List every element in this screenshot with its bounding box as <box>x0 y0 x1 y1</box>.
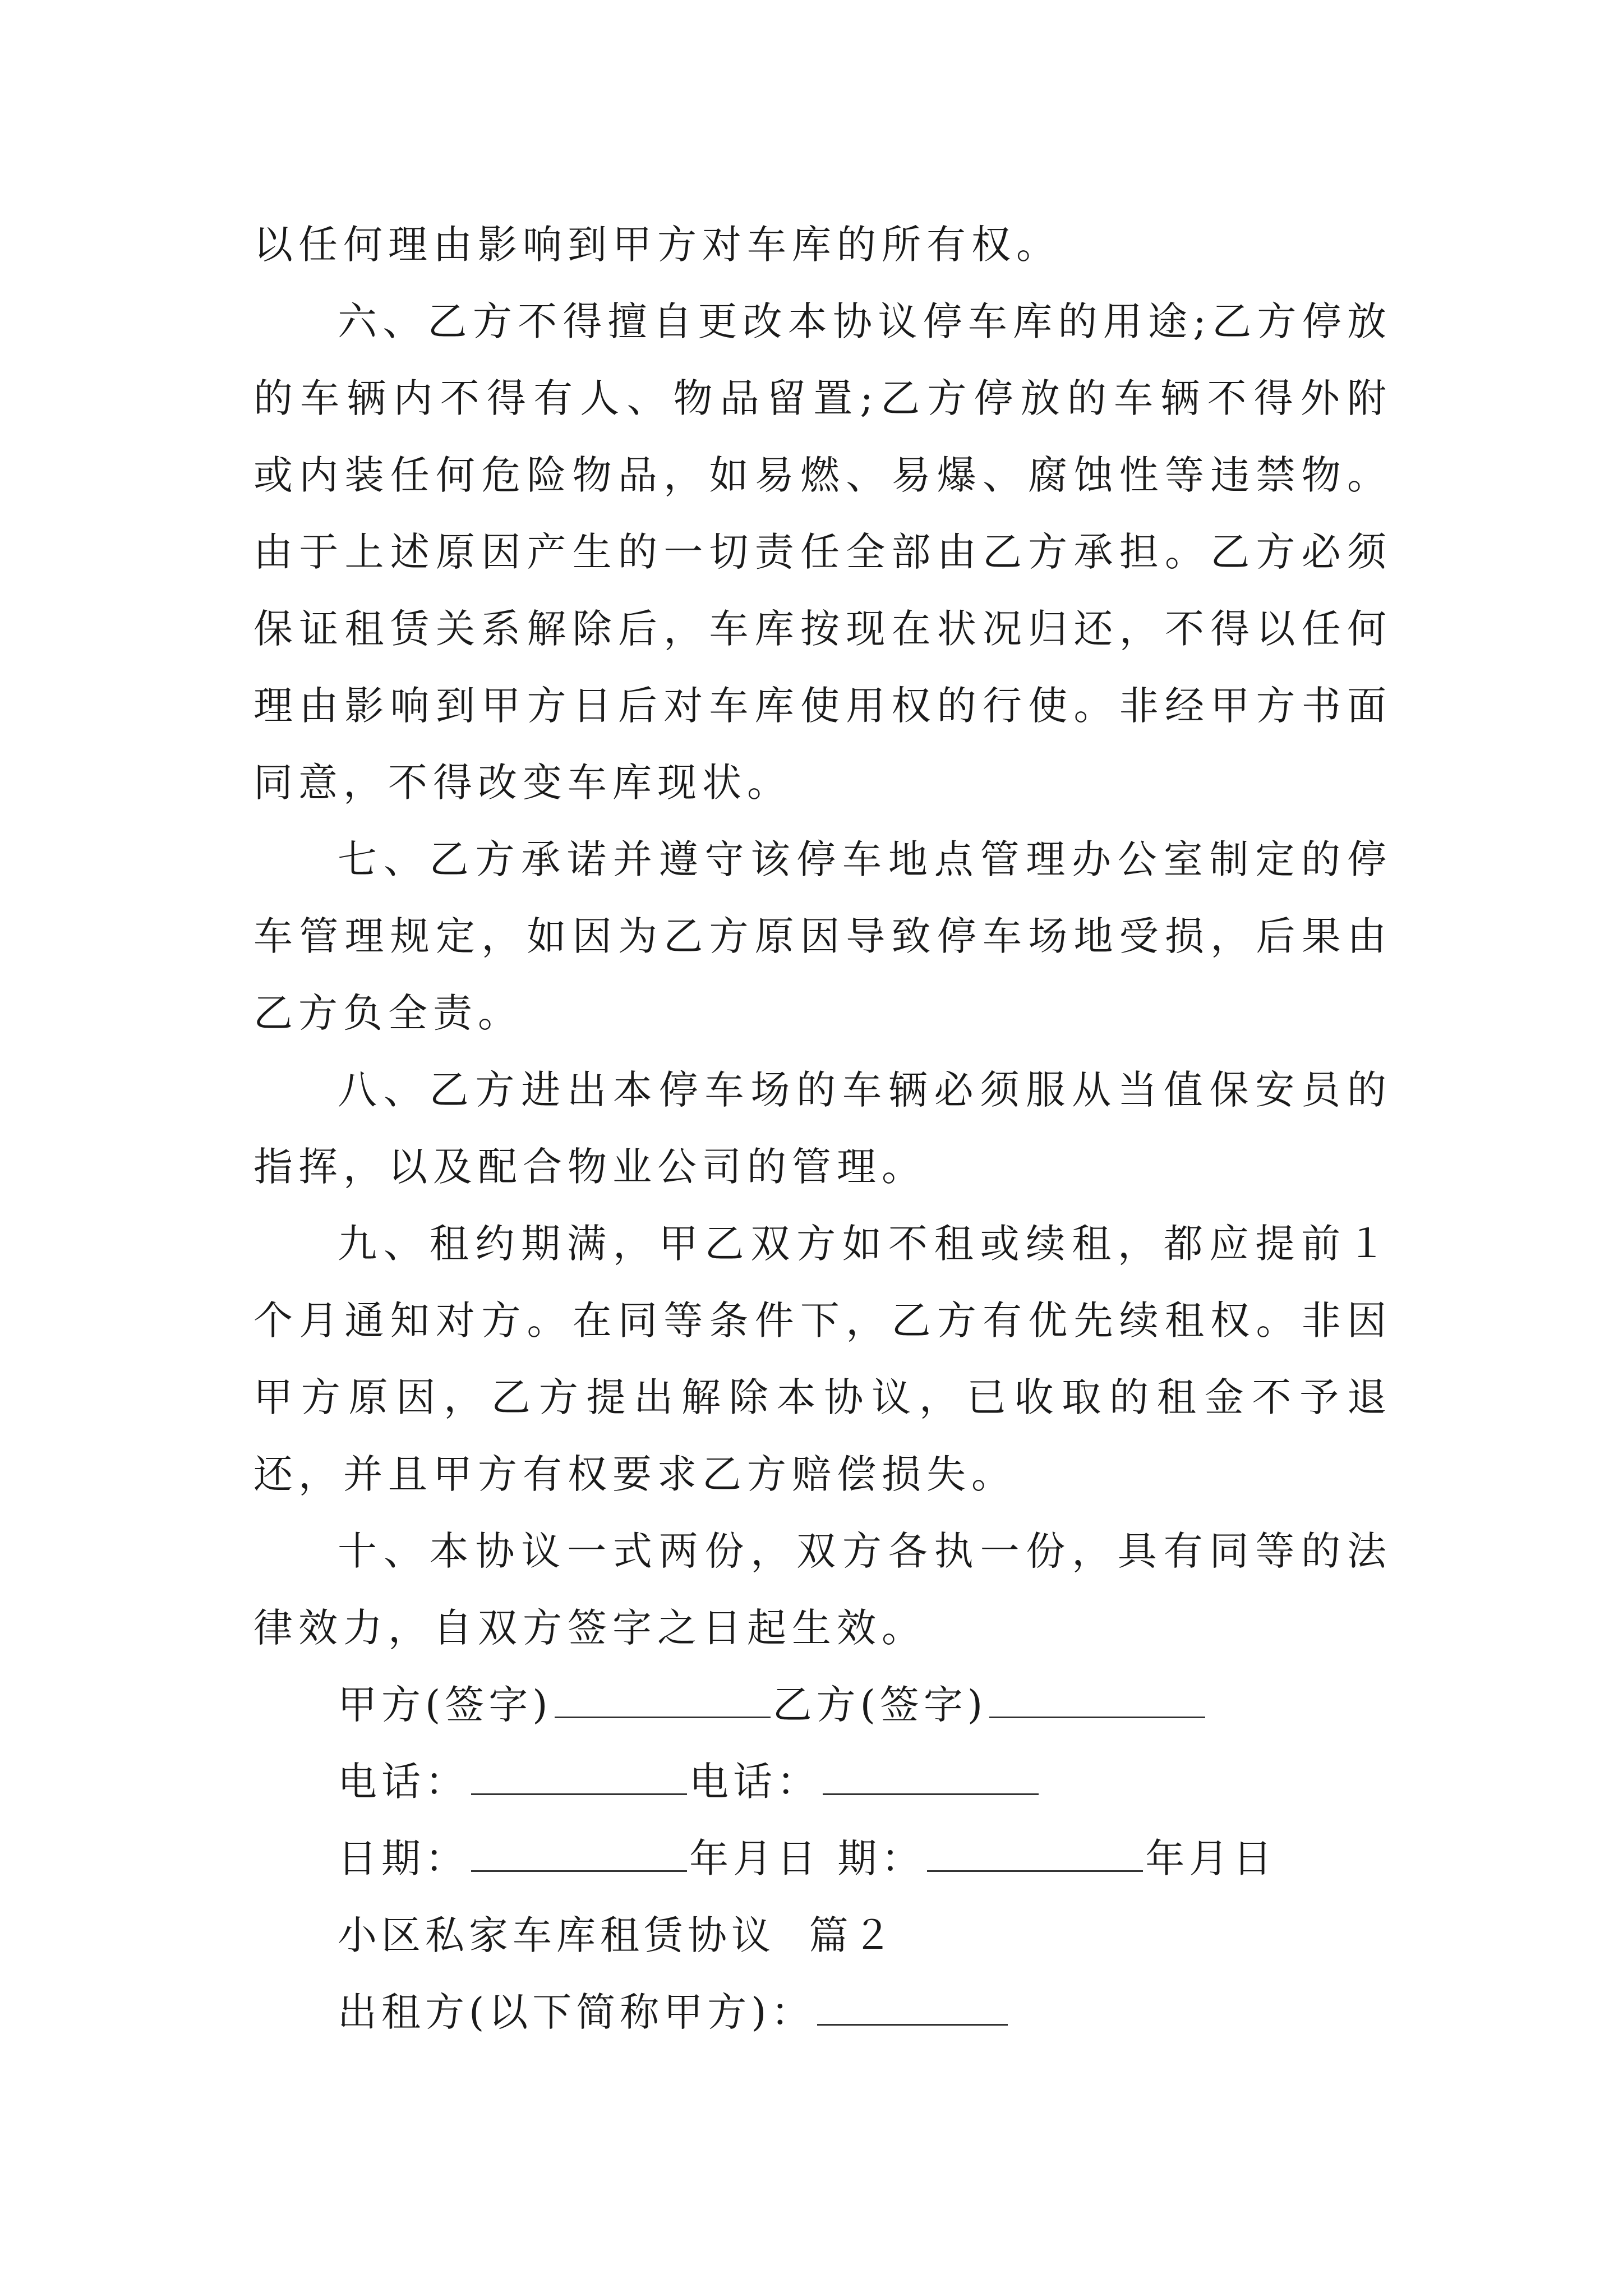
phone-b-blank <box>823 1760 1039 1795</box>
lessor-label: 出租方(以下简称甲方)： <box>338 1989 815 2035</box>
date-b-blank <box>927 1837 1143 1872</box>
date-a-blank <box>471 1837 687 1872</box>
clause-6: 六、乙方不得擅自更改本协议停车库的用途;乙方停放的车辆内不得有人、物品留置;乙方停放的车辆不得外附或内装任何危险物品，如易燃、易爆、腐蚀性等违禁物。由于上述原因产生的一切责任全部由乙方承担。乙方必须保证租赁关系解除后，车库按现在状况归还，不得以任何理由影响到甲方日后对车库使用权的行使。非经甲方书面同意，不得改变车库现状。 <box>253 298 1392 806</box>
signature-row <box>253 1667 1392 1743</box>
section-title: 小区私家车库租赁协议 篇２ <box>338 1912 897 1958</box>
phone-a-label: 电话： <box>338 1759 469 1805</box>
lessor-row <box>253 1974 1392 2051</box>
clause-8: 八、乙方进出本停车场的车辆必须服从当值保安员的指挥，以及配合物业公司的管理。 <box>253 1067 1392 1190</box>
date-row <box>253 1820 1392 1897</box>
party-a-sign-blank <box>555 1683 771 1718</box>
clause-7: 七、乙方承诺并遵守该停车地点管理办公室制定的停车管理规定，如因为乙方原因导致停车场地受损，后果由乙方负全责。 <box>253 836 1392 1036</box>
date-b-suffix: 年月日 <box>1145 1835 1277 1881</box>
date-a-label: 日期： <box>338 1835 469 1881</box>
clause-10: 十、本协议一式两份，双方各执一份，具有同等的法律效力，自双方签字之日起生效。 <box>253 1528 1392 1651</box>
date-b-label: 期： <box>837 1835 925 1881</box>
party-b-sign-blank <box>989 1683 1205 1718</box>
phone-a-blank <box>471 1760 687 1795</box>
party-b-sign-label: 乙方(签字) <box>772 1682 988 1728</box>
date-a-suffix: 年月日 <box>689 1835 820 1881</box>
document-page <box>253 206 1392 2051</box>
paragraph-continuation: 以任何理由影响到甲方对车库的所有权。 <box>253 222 1061 268</box>
lessor-blank <box>817 1990 1008 2026</box>
party-a-sign-label: 甲方(签字) <box>338 1682 552 1728</box>
clause-9: 九、租约期满，甲乙双方如不租或续租，都应提前１个月通知对方。在同等条件下，乙方有优先续租权。非因甲方原因，乙方提出解除本协议，已收取的租金不予退还，并且甲方有权要求乙方赔偿损失。 <box>253 1221 1392 1497</box>
phone-b-label: 电话： <box>689 1759 820 1805</box>
phone-row <box>253 1743 1392 1820</box>
